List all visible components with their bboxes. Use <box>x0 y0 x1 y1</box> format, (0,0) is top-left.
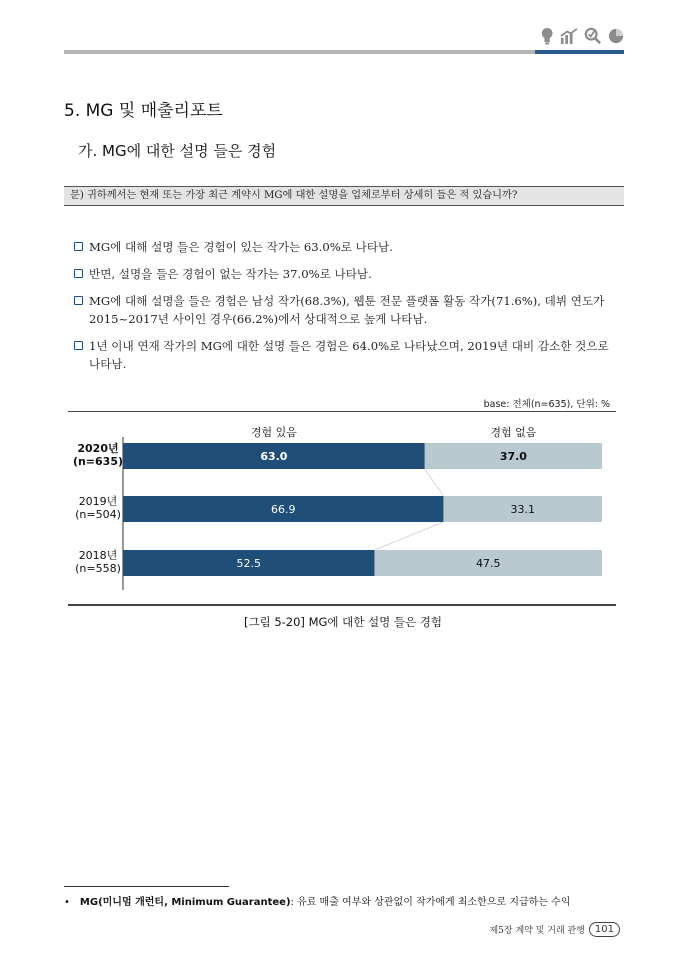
footnote-text: : 유료 매출 여부와 상관없이 작가에게 최소한으로 지급하는 수익 <box>290 897 571 908</box>
footnote-bullet: • <box>64 897 70 908</box>
legend-label: 경험 없음 <box>490 426 537 439</box>
finding-text: 반면, 설명을 들은 경험이 없는 작가는 37.0%로 나타남. <box>89 267 372 281</box>
category-label: (n=558) <box>75 562 121 575</box>
finding-text: MG에 대해 설명 들은 경험이 있는 작가는 63.0%로 나타남. <box>89 240 393 254</box>
subsection-title: 가. MG에 대한 설명 들은 경험 <box>78 142 277 160</box>
data-label: 63.0 <box>260 450 288 463</box>
finding-text: 1년 이내 연재 작가의 MG에 대한 설명 들은 경험은 64.0%로 나타났으며, 2019년 대비 감소한 것으로 나타남. <box>89 339 609 371</box>
footnote-term: MG(미니멈 개런티, Minimum Guarantee) <box>79 897 291 908</box>
data-label: 66.9 <box>270 503 296 516</box>
footnote <box>64 893 570 908</box>
chart-bottom-rule <box>68 604 616 606</box>
legend-label: 경험 있음 <box>250 426 297 439</box>
category-label: 2019년 <box>78 495 118 508</box>
page-footer <box>489 922 620 937</box>
category-label: (n=635) <box>72 455 124 468</box>
page-number: 101 <box>589 922 620 937</box>
footnote-rule <box>64 886 229 887</box>
category-label: 2020년 <box>77 442 119 455</box>
chapter-label: 제5장 계약 및 거래 관행 <box>489 926 585 936</box>
data-label: 52.5 <box>236 557 261 570</box>
connector-line <box>374 522 443 550</box>
connector-line <box>425 469 444 496</box>
section-title: 5. MG 및 매출리포트 <box>64 101 223 121</box>
data-label: 37.0 <box>499 450 527 463</box>
category-label: (n=504) <box>75 508 121 521</box>
data-label: 33.1 <box>510 503 535 516</box>
finding-text: MG에 대해 설명을 들은 경험은 남성 작가(68.3%), 웹툰 전문 플랫폼 활동 작가(71.6%), 데뷔 연도가 2015~2017년 사이인 경우(66.2%)에서 상대적으로 높게 나타남. <box>89 294 605 326</box>
figure-caption: [그림 5-20] MG에 대한 설명 들은 경험 <box>243 615 443 629</box>
survey-question: 문) 귀하께서는 현재 또는 가장 최근 계약시 MG에 대한 설명을 업체로부터 상세히 들은 적 있습니까? <box>64 186 624 206</box>
data-label: 47.5 <box>475 557 501 570</box>
category-label: 2018년 <box>78 549 118 562</box>
chart-base-note: base: 전체(n=635), 단위: % <box>483 399 610 410</box>
